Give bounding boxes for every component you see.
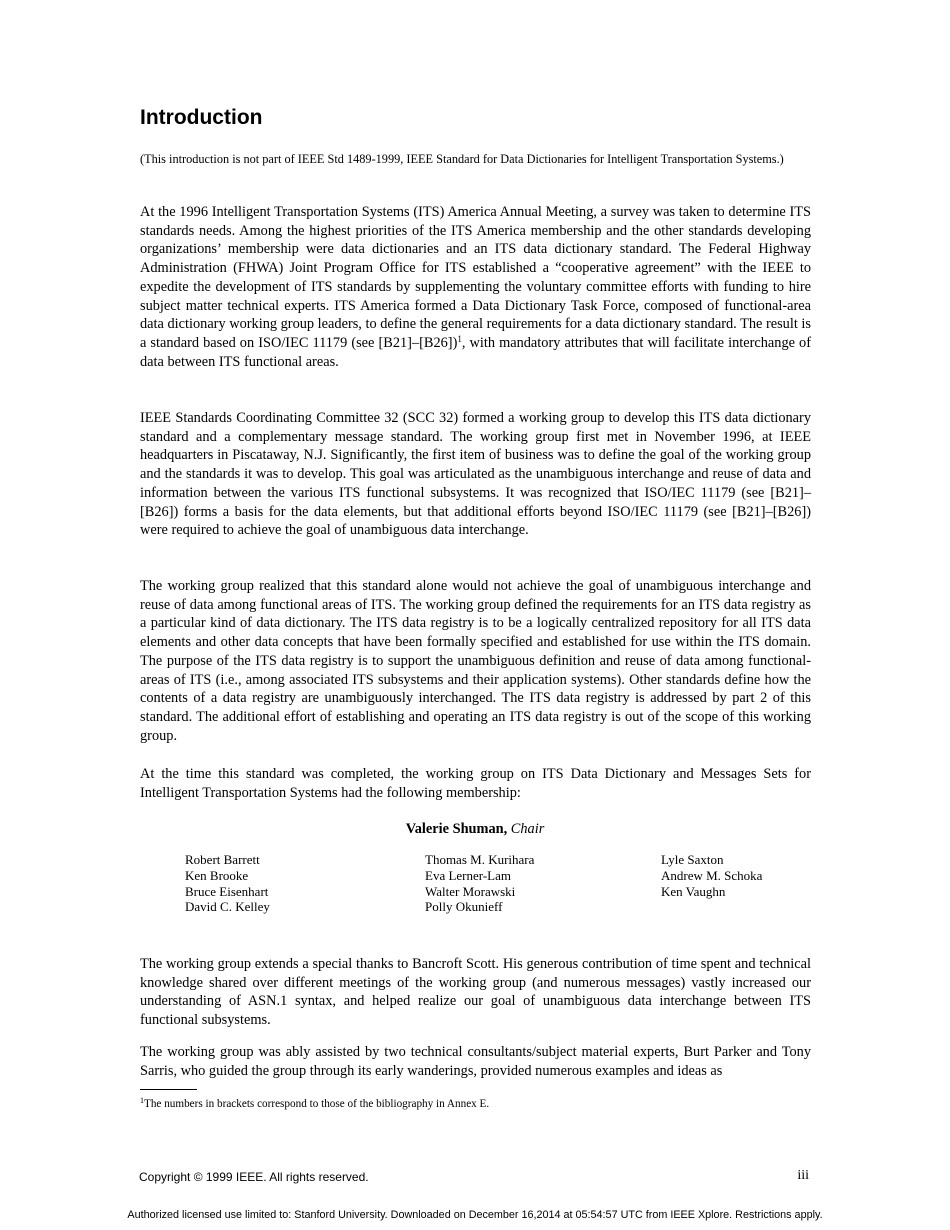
member-name: Polly Okunieff [425,899,503,915]
paragraph-2: IEEE Standards Coordinating Committee 32 (SCC 32) formed a working group to develop this ITS data dictionary standard and a complementary message standard. The working group first met in November 1996, at IEEE headquarters in Piscataway, N.J. Significantly, the first item of business was to define the goal of the working group and the standards it was to develop. This goal was articulated as the unambiguous interchange and reuse of data and information between the various ITS functional subsystems. It was recognized that ISO/IEC 11179 (see [B21]–[B26]) forms a basis for the data elements, but that additional efforts beyond ISO/IEC 11179 (see [B21]–[B26]) were required to achieve the goal of unambiguous data interchange. [140,410,811,539]
member-name: Walter Morawski [425,883,516,899]
page-title: Introduction [140,106,263,129]
member-name: Robert Barrett [185,852,260,867]
member-name: Bruce Eisenhart [185,883,269,899]
chair-line [0,820,950,838]
paragraph-6: The working group was ably assisted by two technical consultants/subject material experts, Burt Parker and Tony Sarris, who guided the group through its early wanderings, provided numerous examples and ideas as [140,1044,811,1079]
intro-note: (This introduction is not part of IEEE Std 1489-1999, IEEE Standard for Data Dictionaries for Intelligent Transportation Systems.) [140,152,784,166]
paragraph-3: The working group realized that this standard alone would not achieve the goal of unambiguous interchange and reuse of data among functional areas of ITS. The working group defined the requirements for an ITS data registry as a particular kind of data dictionary. The ITS data registry is to be a logically centralized repository for all ITS data elements and other data concepts that have been formally specified and established for use within the ITS domain. The purpose of the ITS data registry is to support the unambiguous definition and reuse of data among functional-areas of ITS (i.e., among associated ITS subsystems and their application systems). Other standards define how the contents of a data registry are unambiguously interchanged. The ITS data registry is addressed by part 2 of this standard. The additional effort of establishing and operating an ITS data registry is out of the scope of this working group. [140,578,811,744]
chair-name: Valerie Shuman, [405,821,508,837]
paragraph-1-text-end: , with mandatory attributes that will facilitate interchange of data between ITS functional areas. [140,334,811,370]
member-name: Ken Brooke [185,867,249,883]
footnote-divider [140,1089,197,1090]
member-name: Thomas M. Kurihara [425,852,535,867]
paragraph-1 [140,203,811,371]
paragraph-4: At the time this standard was completed, the working group on ITS Data Dictionary and Messages Sets for Intelligent Transportation Systems had the following membership: [140,766,811,801]
member-column-2 [425,852,534,915]
paragraph-5: The working group extends a special thanks to Bancroft Scott. His generous contribution of time spent and technical knowledge shared over different meetings of the working group (and numerous messages) vastly increased our understanding of ASN.1 syntax, and helped realize our goal of unambiguous data interchange between ITS functional subsystems. [140,956,811,1029]
member-column-3 [661,852,762,899]
footnote [140,1097,489,1111]
member-name: Eva Lerner-Lam [425,867,511,883]
license-notice: Authorized licensed use limited to: Stanford University. Downloaded on December 16,2014 at 05:54:57 UTC from IEEE Xplore. Restrictions apply. [127,1209,823,1221]
copyright-notice: Copyright © 1999 IEEE. All rights reserved. [139,1170,369,1184]
page-number: iii [797,1168,809,1183]
footnote-mark: 1 [140,1096,144,1105]
footnote-ref: 1 [457,333,462,344]
member-column-1 [185,852,270,915]
member-name: Andrew M. Schoka [661,867,763,883]
member-name: Ken Vaughn [661,883,726,899]
member-name: Lyle Saxton [661,852,724,867]
footnote-text: The numbers in brackets correspond to those of the bibliography in Annex E. [144,1098,490,1110]
paragraph-1-text: At the 1996 Intelligent Transportation Systems (ITS) America Annual Meeting, a survey was taken to determine ITS standards needs. Among the highest priorities of the ITS America membership and the other standards developing organizations’ membership were data dictionaries and an ITS data dictionary standard. The Federal Highway Administration (FHWA) Joint Program Office for ITS established a “cooperative agreement” with the IEEE to expedite the development of ITS standards by supplementing the voluntary committee efforts with funding to hire subject matter technical experts. ITS America formed a Data Dictionary Task Force, composed of functional-area data dictionary working group leaders, to define the general requirements for a data dictionary standard. The result is a standard based on ISO/IEC 11179 (see [B21]–[B26]) [140,204,811,351]
member-name: David C. Kelley [185,899,270,915]
chair-role: Chair [510,821,545,837]
